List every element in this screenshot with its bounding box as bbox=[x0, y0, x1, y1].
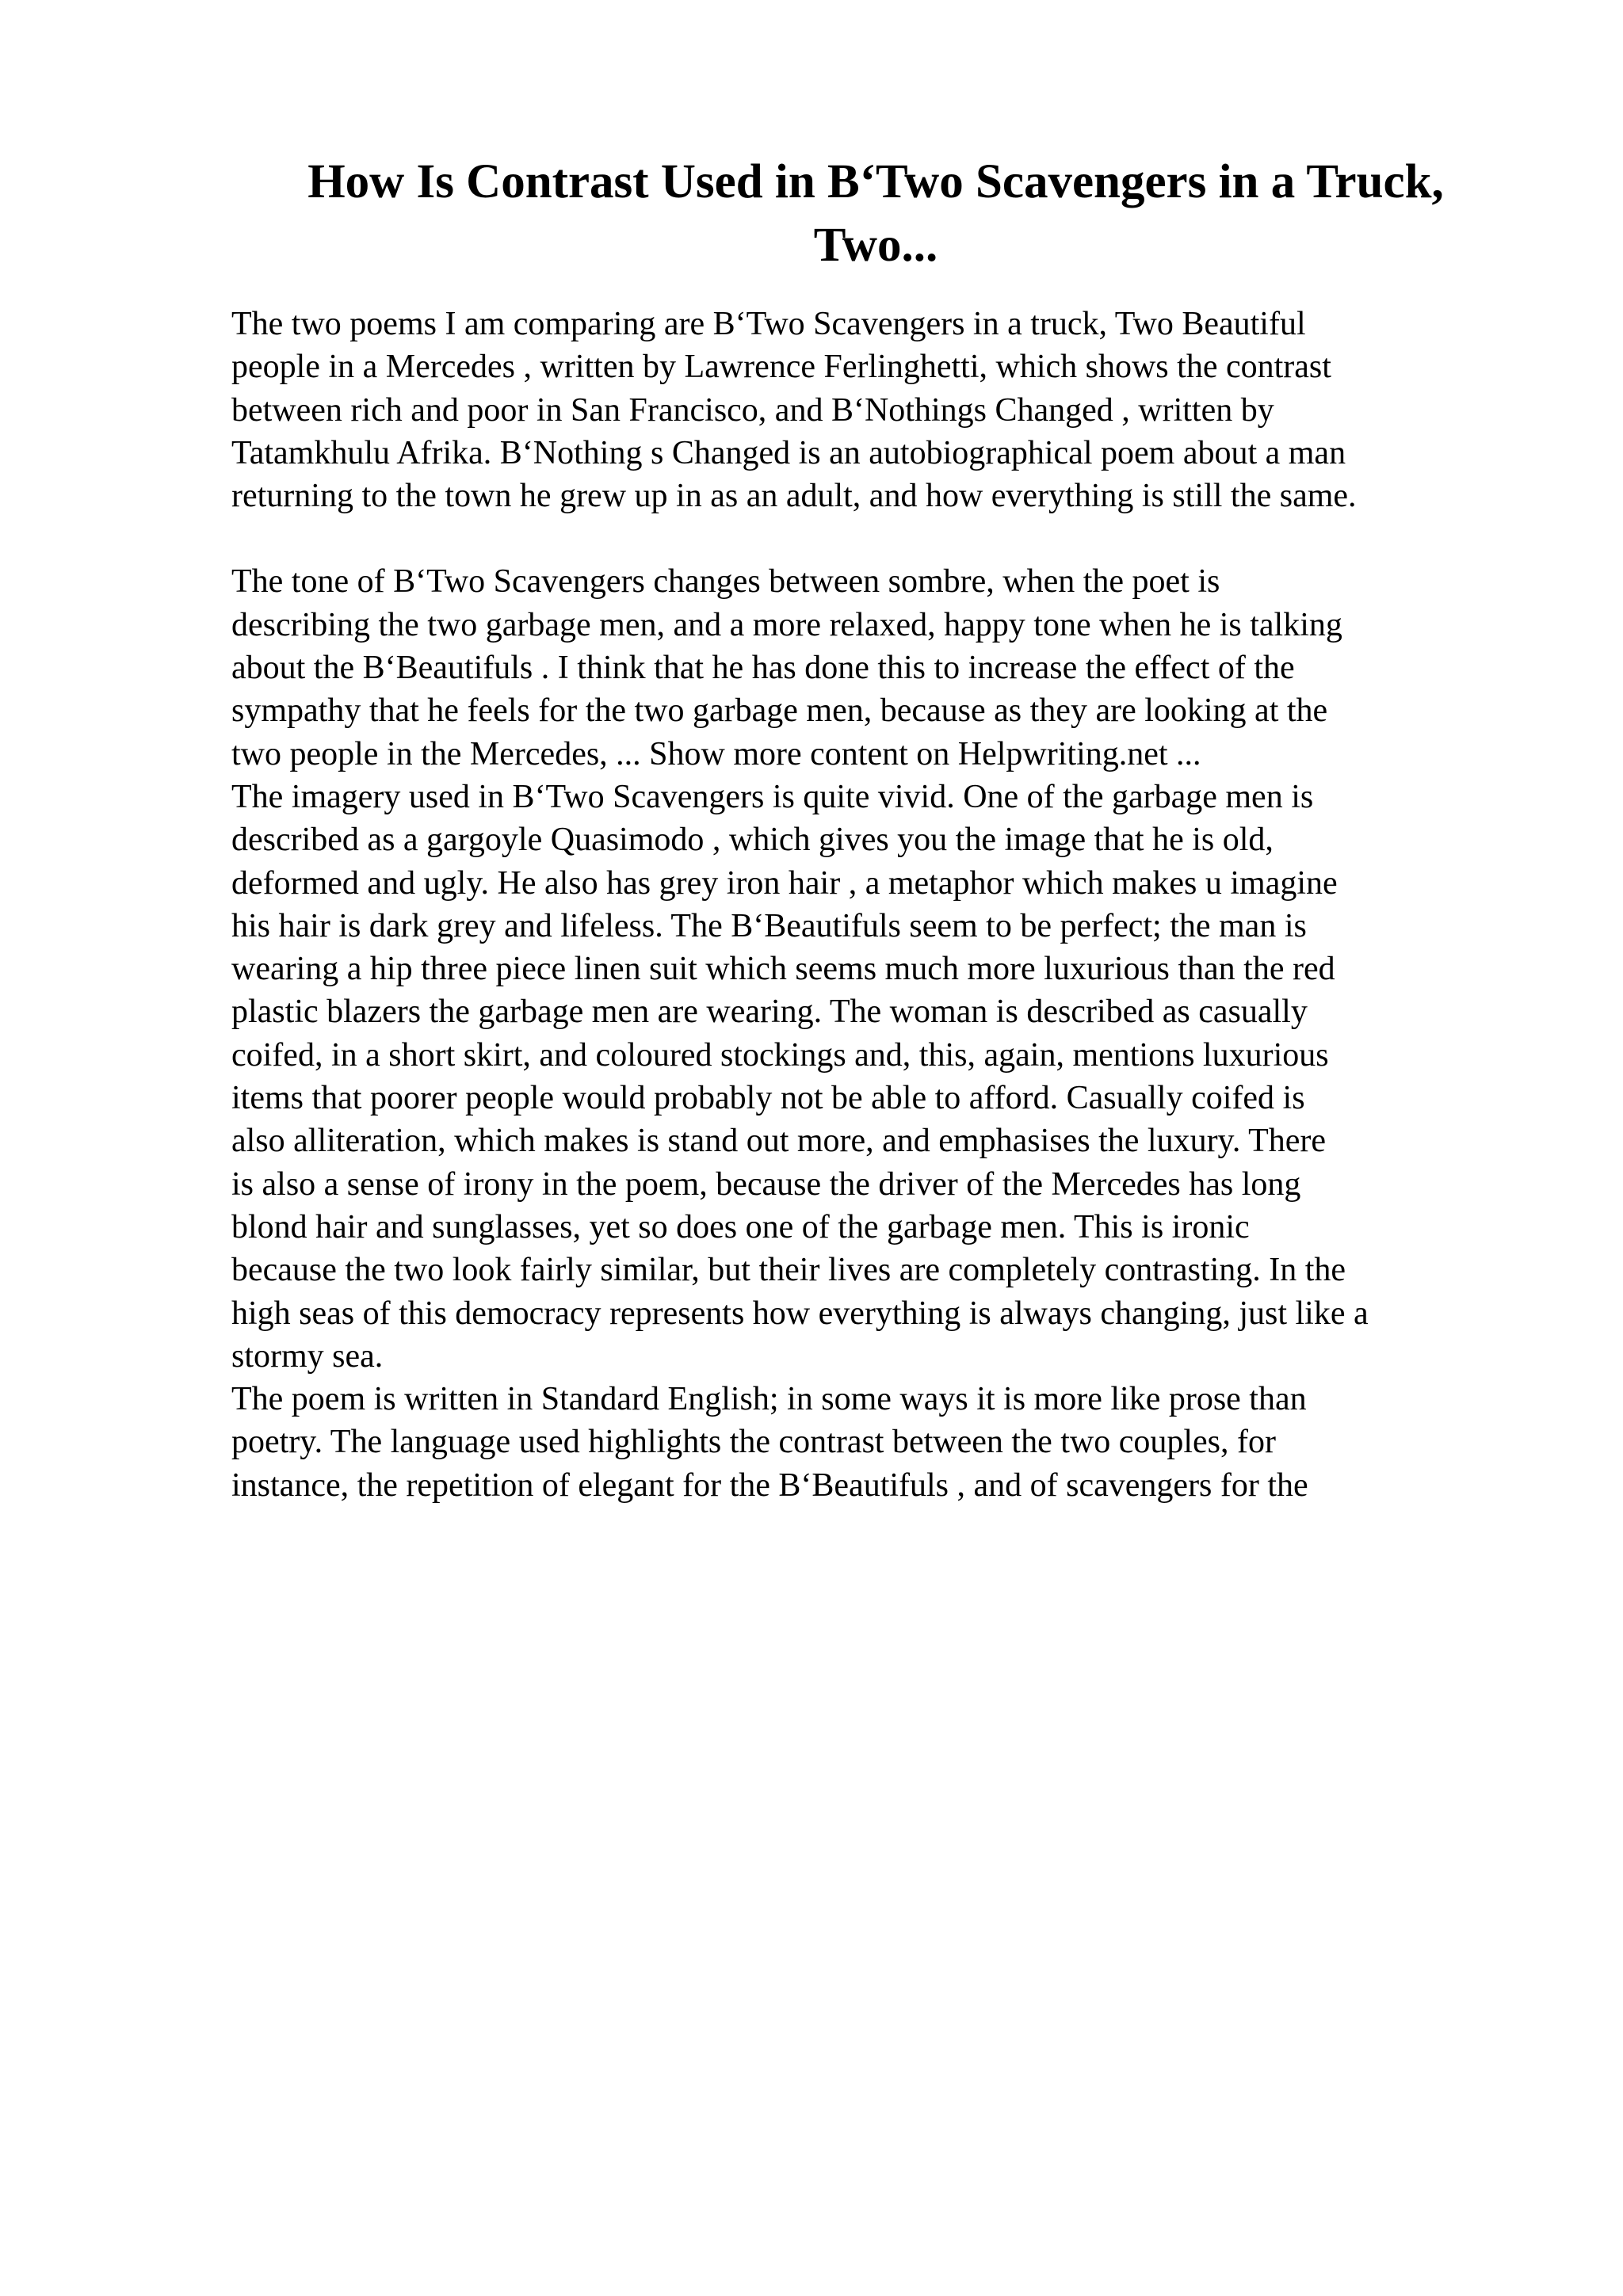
paragraph-imagery: The imagery used in B‘Two Scavengers is quite vivid. One of the garbage men is described as a gargoyle Quasimodo , which gives you the image that he is old, deformed and ugly. He also has grey iron hair , a metaphor which makes u imagine his hair is dark grey and lifeless. The B‘Beautifuls seem to be perfect; the man is wearing a hip three piece linen suit which seems much more luxurious than the red plastic blazers the garbage men are wearing. The woman is described as casually coifed, in a short skirt, and coloured stockings and, this, again, mentions luxurious items that poorer people would probably not be able to afford. Casually coifed is also alliteration, which makes is stand out more, and emphasises the luxury. There is also a sense of irony in the poem, because the driver of the Mercedes has long blond hair and sunglasses, yet so does one of the garbage men. This is ironic because the two look fairly similar, but their lives are completely contrasting. In the high seas of this democracy represents how everything is always changing, just like a stormy sea. bbox=[231, 778, 1369, 1375]
paragraph-tone: The tone of B‘Two Scavengers changes between sombre, when the poet is describing the two garbage men, and a more relaxed, happy tone when he is talking about the B‘Beautifuls . I think that he has done this to increase the effect of the sympathy that he feels for the two garbage men, because as they are looking at the two people in the Mercedes, ... Show more content on Helpwriting.net ... bbox=[231, 563, 1342, 772]
document-title: How Is Contrast Used in B‘Two Scavengers in a Truck, Two... bbox=[307, 155, 1444, 272]
document-body bbox=[231, 303, 1515, 1507]
paragraph-intro: The two poems I am comparing are B‘Two Scavengers in a truck, Two Beautiful people in a Mercedes , written by Lawrence Ferlinghetti, which shows the contrast between rich and poor in San Francisco, and B‘Nothings Changed , written by Tatamkhulu Afrika. B‘Nothing s Changed is an autobiographical poem about a man returning to the town he grew up in as an adult, and how everything is still the same. bbox=[231, 306, 1357, 515]
paragraph-language: The poem is written in Standard English; in some ways it is more like prose than poetry. The language used highlights the contrast between the two couples, for instance, the repetition of elegant for the B‘Beautifuls , and of scavengers for the bbox=[231, 1381, 1308, 1504]
